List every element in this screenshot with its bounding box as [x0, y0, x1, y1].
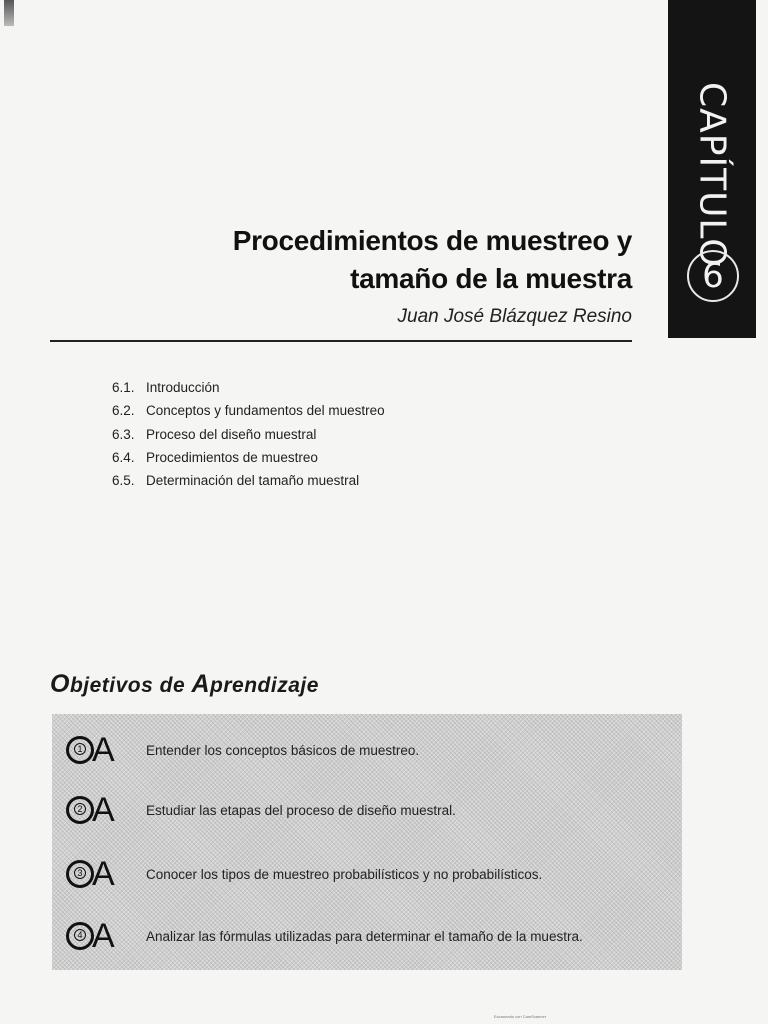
objective-badge [66, 790, 134, 830]
objectives-heading-part-1: bjetivos de [69, 674, 192, 697]
objective-badge-letter: A [92, 791, 115, 829]
objective-badge-letter: A [92, 855, 115, 893]
objective-item [66, 730, 676, 770]
toc-item-number: 6.2. [112, 403, 135, 419]
objective-text: Entender los conceptos básicos de muestreo. [146, 742, 420, 758]
table-of-contents [112, 378, 385, 494]
chapter-title-line-1: Procedimientos de muestreo y [232, 225, 632, 256]
chapter-title [112, 222, 632, 298]
toc-item [112, 401, 385, 424]
toc-item-label: Introducción [146, 380, 220, 395]
chapter-author: Juan José Blázquez Resino [397, 306, 632, 327]
objective-item [66, 790, 676, 830]
objective-item [66, 854, 676, 894]
toc-item-number: 6.4. [112, 449, 135, 465]
objective-badge [66, 730, 134, 770]
chapter-label: CAPÍTULO [691, 82, 733, 268]
toc-item [112, 425, 385, 448]
objective-text: Conocer los tipos de muestreo probabilísticos y no probabilísticos. [146, 866, 543, 882]
toc-item [112, 378, 385, 401]
objective-badge-letter: A [92, 917, 115, 955]
chapter-title-line-2: tamaño de la muestra [350, 263, 632, 294]
toc-item-label: Procedimientos de muestreo [146, 449, 318, 465]
objective-item [66, 916, 676, 956]
objectives-heading-initial-o: O [50, 670, 70, 698]
objective-badge-letter: A [92, 731, 115, 769]
chapter-number: 6 [687, 250, 739, 302]
objective-number: 3 [74, 867, 86, 879]
toc-item-label: Conceptos y fundamentos del muestreo [146, 403, 385, 419]
scanner-watermark: Escaneado con CamScanner [494, 1014, 547, 1019]
chapter-tab [668, 0, 756, 338]
objective-number: 2 [74, 803, 86, 815]
objective-number: 1 [74, 743, 86, 755]
objective-badge [66, 916, 134, 956]
toc-item-label: Proceso del diseño muestral [146, 426, 317, 442]
toc-item-number: 6.5. [112, 473, 135, 489]
objective-text: Estudiar las etapas del proceso de diseño muestral. [146, 802, 456, 818]
objective-text: Analizar las fórmulas utilizadas para determinar el tamaño de la muestra. [146, 928, 583, 944]
title-divider [50, 340, 632, 342]
scan-corner-mark [4, 0, 14, 26]
objective-badge [66, 854, 134, 894]
objectives-heading-initial-a: A [191, 670, 211, 698]
toc-item-label: Determinación del tamaño muestral [146, 473, 360, 489]
objectives-heading [50, 670, 319, 699]
objective-number: 4 [74, 929, 86, 941]
toc-item-number: 6.3. [112, 426, 135, 442]
objectives-box [52, 714, 682, 970]
objectives-heading-part-2: prendizaje [210, 674, 319, 697]
toc-item [112, 448, 385, 471]
toc-item-number: 6.1. [112, 380, 135, 395]
toc-item [112, 471, 385, 494]
